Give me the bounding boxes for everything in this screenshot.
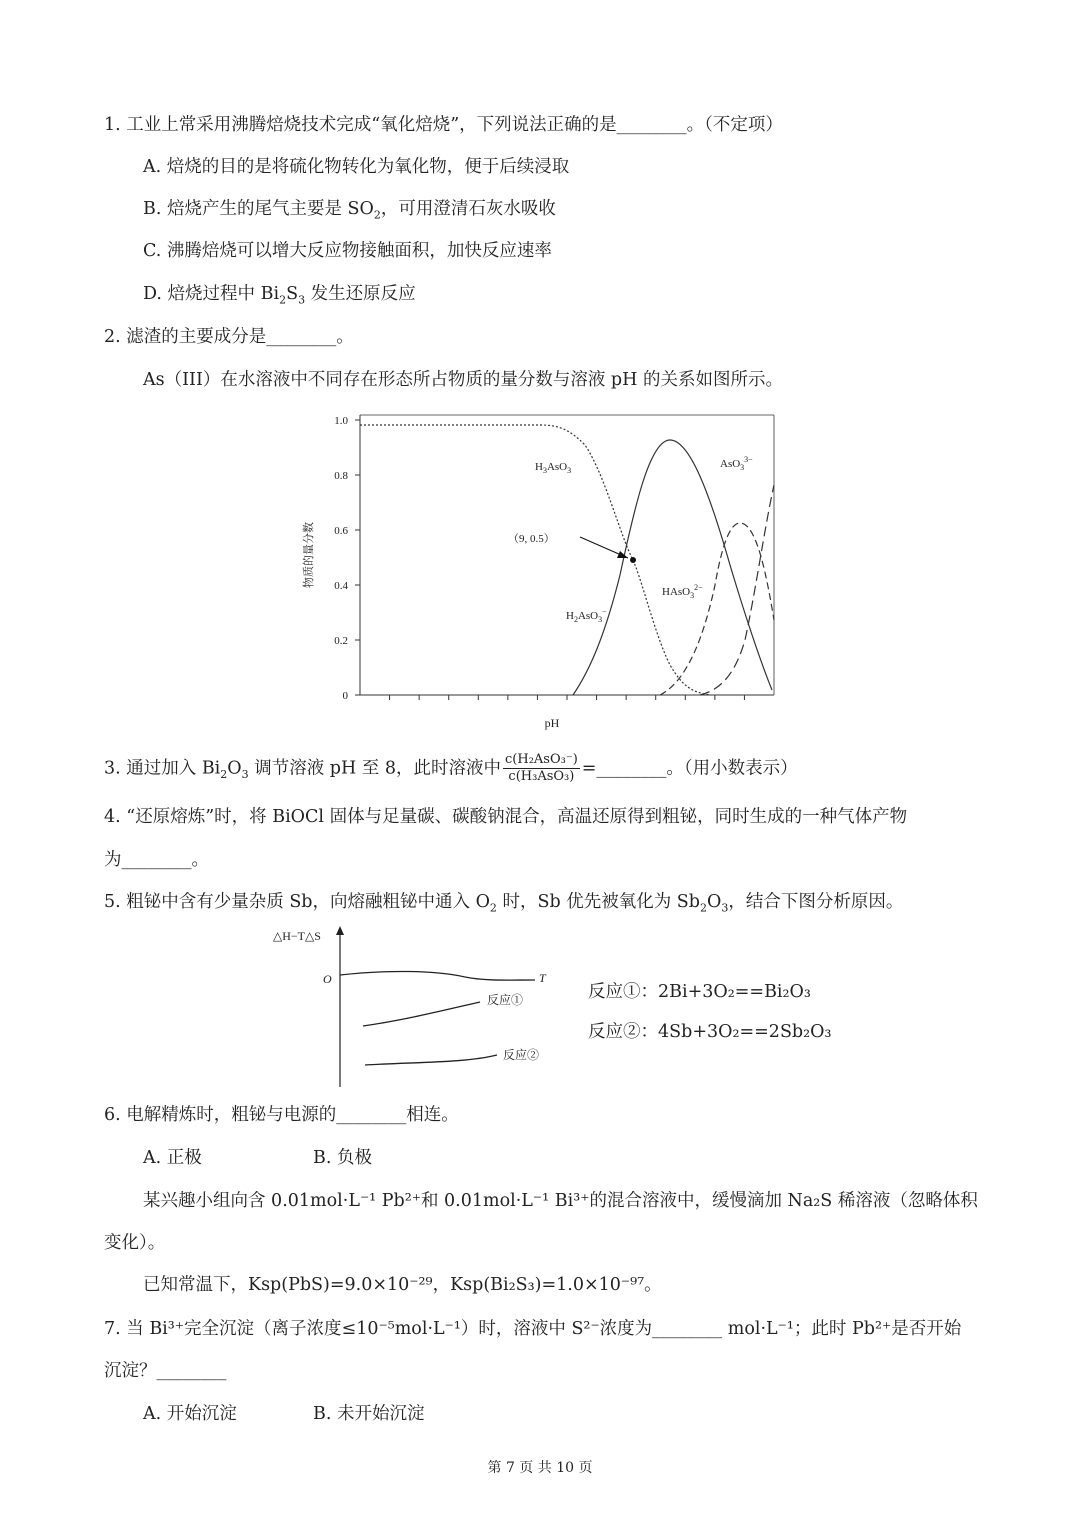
ksp-values: 已知常温下，Ksp(PbS)=9.0×10⁻²⁹，Ksp(Bi₂S₃)=1.0×10⁻⁹⁷。 bbox=[143, 1275, 662, 1295]
question-7-line-1: 7. 当 Bi³⁺完全沉淀（离子浓度≤10⁻⁵mol·L⁻¹）时，溶液中 S²⁻浓度为________ mol·L⁻¹；此时 Pb²⁺是否开始 bbox=[104, 1319, 962, 1339]
label-h3aso3: $H_3AsO_3$ bbox=[535, 461, 572, 475]
reaction-2-equation: 反应②：4Sb+3O₂==2Sb₂O₃ bbox=[588, 1022, 832, 1042]
annotation-arrowhead bbox=[617, 551, 628, 558]
question-6-option-a: A. 正极 bbox=[143, 1148, 202, 1168]
pb-bi-intro-line-2: 变化）。 bbox=[104, 1233, 166, 1253]
reaction-1-label: 反应① bbox=[487, 993, 524, 1007]
reaction-1-curve bbox=[363, 1002, 480, 1026]
series-haso3-curve bbox=[660, 523, 774, 695]
graph-y-arrowhead bbox=[336, 926, 344, 935]
label-aso3: AsO$_3^{3-}$ bbox=[720, 455, 753, 472]
y-tick-label: 0.8 bbox=[334, 470, 348, 482]
question-1-option-d: D. 焙烧过程中 $Bi_2S_3$ 发生还原反应 bbox=[143, 284, 416, 307]
reaction-2-label: 反应② bbox=[503, 1048, 540, 1062]
question-7-line-2: 沉淀？________ bbox=[104, 1361, 227, 1381]
question-1-option-a: A. 焙烧的目的是将硫化物转化为氧化物，便于后续浸取 bbox=[143, 157, 570, 177]
question-4-line-2: 为________。 bbox=[104, 850, 209, 870]
y-tick-label: 0.4 bbox=[334, 580, 348, 592]
label-h2aso3: $H_2AsO_3^-$ bbox=[566, 607, 607, 624]
gibbs-energy-graph bbox=[265, 922, 565, 1092]
question-4-line-1: 4. “还原熔炼”时，将 BiOCl 固体与足量碳、碳酸钠混合，高温还原得到粗铋，同时生成的一种气体产物 bbox=[104, 807, 908, 827]
concentration-ratio-fraction: $\frac{\text{c(H₂AsO₃⁻)}}{\text{c(H₃AsO₃)}}$ bbox=[505, 752, 578, 785]
intersection-point bbox=[630, 557, 636, 563]
as-speciation-chart bbox=[290, 405, 790, 735]
y-tick-label: 0.6 bbox=[334, 525, 348, 537]
series-h2aso3-curve bbox=[573, 440, 772, 695]
reaction-2-curve bbox=[365, 1055, 497, 1065]
graph-zero-line bbox=[340, 971, 535, 980]
y-ticks bbox=[334, 415, 360, 702]
graph-origin-label: O bbox=[323, 972, 332, 986]
question-1-stem: 1. 工业上常采用沸腾焙烧技术完成“氧化焙烧”，下列说法正确的是________。（不定项） bbox=[104, 115, 783, 135]
graph-x-label: T bbox=[539, 971, 546, 985]
y-tick-label: 0 bbox=[342, 690, 348, 702]
question-1-option-c: C. 沸腾焙烧可以增大反应物接触面积，加快反应速率 bbox=[143, 241, 552, 261]
question-3-stem: 3. 通过加入 $Bi_2O_3$ 调节溶液 pH 至 8，此时溶液中 $\frac{\text{c(H₂AsO₃⁻)}}{\text{c(H₃AsO₃)}}$ =________。（用小数表示） bbox=[104, 752, 798, 785]
reaction-1-equation: 反应①：2Bi+3O₂==Bi₂O₃ bbox=[588, 982, 811, 1002]
graph-y-label: △H−T△S bbox=[273, 929, 321, 943]
question-1-option-b: B. 焙烧产生的尾气主要是 $SO_2$，可用澄清石灰水吸收 bbox=[143, 199, 556, 222]
y-axis-label: 物质的量分数 bbox=[303, 522, 315, 588]
x-axis-label: pH bbox=[544, 716, 560, 730]
question-6-stem: 6. 电解精炼时，粗铋与电源的________相连。 bbox=[104, 1105, 459, 1125]
question-6-option-b: B. 负极 bbox=[313, 1148, 372, 1168]
question-7-option-b: B. 未开始沉淀 bbox=[313, 1404, 425, 1424]
question-5-stem: 5. 粗铋中含有少量杂质 Sb，向熔融粗铋中通入 $O_2$ 时，Sb 优先被氧化为 $Sb_2O_3$，结合下图分析原因。 bbox=[104, 892, 904, 915]
pb-bi-intro-line-1: 某兴趣小组向含 0.01mol·L⁻¹ Pb²⁺和 0.01mol·L⁻¹ Bi³⁺的混合溶液中，缓慢滴加 Na₂S 稀溶液（忽略体积 bbox=[143, 1191, 978, 1211]
y-tick-label: 1.0 bbox=[334, 415, 348, 427]
label-haso3: HAsO$_3^{2-}$ bbox=[662, 583, 703, 600]
question-7-option-a: A. 开始沉淀 bbox=[143, 1404, 237, 1424]
question-2-stem: 2. 滤渣的主要成分是________。 bbox=[104, 327, 354, 347]
as-intro-text: As（III）在水溶液中不同存在形态所占物质的量分数与溶液 pH 的关系如图所示。 bbox=[143, 370, 783, 390]
annotation-label: （9, 0.5） bbox=[508, 533, 555, 545]
x-ticks bbox=[390, 695, 745, 700]
y-tick-label: 0.2 bbox=[334, 635, 348, 647]
page-number: 第 7 页 共 10 页 bbox=[487, 1460, 593, 1476]
